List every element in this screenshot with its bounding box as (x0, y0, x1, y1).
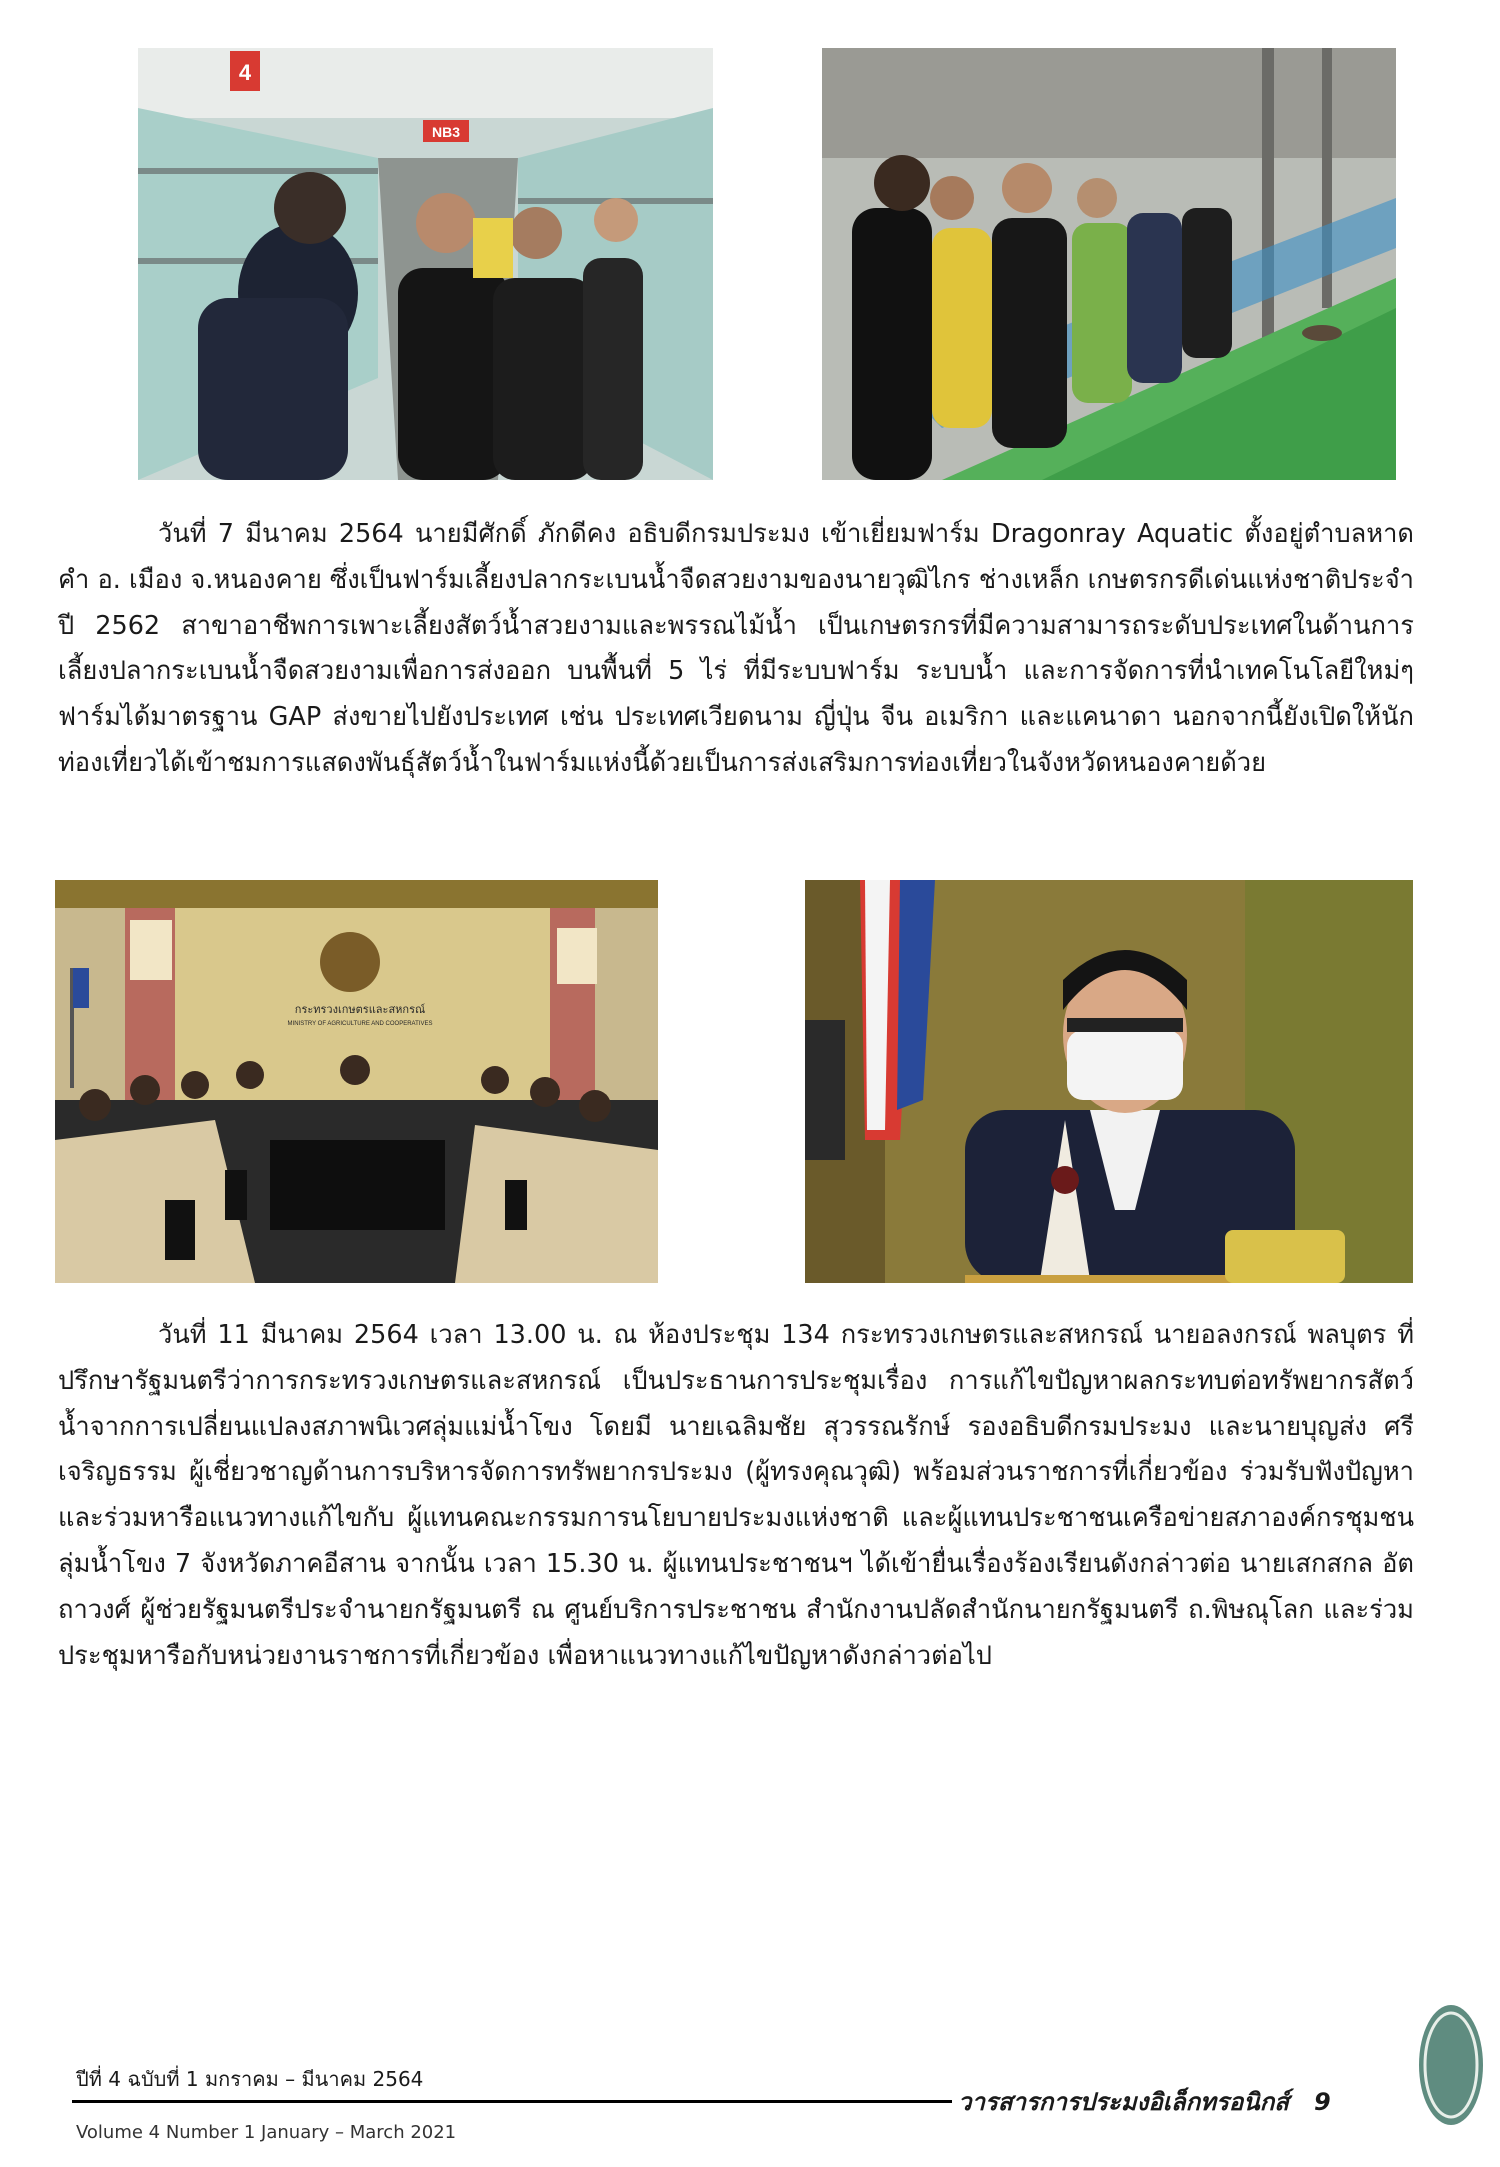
footer-divider (72, 2100, 952, 2103)
ministry-sign-th: กระทรวงเกษตรและสหกรณ์ (294, 1003, 426, 1016)
photo-aquarium-aisle (138, 48, 713, 480)
aisle-sign-text: NB3 (431, 124, 461, 140)
page-number: 9 (1313, 2088, 1331, 2116)
photo-stingray-ponds (822, 48, 1396, 480)
tank-number-text: 4 (238, 60, 252, 85)
article-paragraph-farm-visit: วันที่ 7 มีนาคม 2564 นายมีศักดิ์ ภักดีคง อธิบดีกรมประมง เข้าเยี่ยมฟาร์ม Dragonray Aquatic ตั้งอยู่ตำบลหาดคำ อ. เมือง จ.หนองคาย ซึ่งเป็นฟาร์มเลี้ยงปลากระเบนน้ำจืดสวยงามของนายวุฒิไกร ช่างเหล็ก เกษตรกรดีเด่นแห่งชาติประจำปี 2562 สาขาอาชีพการเพาะเลี้ยงสัตว์น้ำสวยงามและพรรณไม้น้ำ เป็นเกษตรกรที่มีความสามารถระดับประเทศในด้านการเลี้ยงปลากระเบนน้ำจืดสวยงามเพื่อการส่งออก บนพื้นที่ 5 ไร่ ที่มีระบบฟาร์ม ระบบน้ำ และการจัดการที่นำเทคโนโลยีใหม่ๆ ฟาร์มได้มาตรฐาน GAP ส่งขายไปยังประเทศ เช่น ประเทศเวียดนาม ญี่ปุ่น จีน อเมริกา และแคนาดา นอกจากนี้ยังเปิดให้นักท่องเที่ยวได้เข้าชมการแสดงพันธุ์สัตว์น้ำในฟาร์มแห่งนี้ด้วยเป็นการส่งเสริมการท่องเที่ยวในจังหวัดหนองคายด้วย (58, 519, 1414, 778)
footer-journal (958, 2082, 1331, 2121)
journal-title: วารสารการประมงอิเล็กทรอนิกส์ (958, 2088, 1289, 2116)
page-emblem-icon (1418, 2004, 1484, 2126)
article-paragraph-meeting: วันที่ 11 มีนาคม 2564 เวลา 13.00 น. ณ ห้องประชุม 134 กระทรวงเกษตรและสหกรณ์ นายอลงกรณ์ พลบุตร ที่ปรึกษารัฐมนตรีว่าการกระทรวงเกษตรและสหกรณ์ เป็นประธานการประชุมเรื่อง การแก้ไขปัญหาผลกระทบต่อทรัพยากรสัตว์น้ำจากการเปลี่ยนแปลงสภาพนิเวศลุ่มแม่น้ำโขง โดยมี นายเฉลิมชัย สุวรรณรักษ์ รองอธิบดีกรมประมง และนายบุญส่ง ศรีเจริญธรรม ผู้เชี่ยวชาญด้านการบริหารจัดการทรัพยากรประมง (ผู้ทรงคุณวุฒิ) พร้อมส่วนราชการที่เกี่ยวข้อง ร่วมรับฟังปัญหาและร่วมหารือแนวทางแก้ไขกับ ผู้แทนคณะกรรมการนโยบายประมงแห่งชาติ และผู้แทนประชาชนเครือข่ายสภาองค์กรชุมชนลุ่มน้ำโขง 7 จังหวัดภาคอีสาน จากนั้น เวลา 15.30 น. ผู้แทนประชาชนฯ ได้เข้ายื่นเรื่องร้องเรียนดังกล่าวต่อ นายเสกสกล อัตถาวงศ์ ผู้ช่วยรัฐมนตรีประจำนายกรัฐมนตรี ณ ศูนย์บริการประชาชน สำนักงานปลัดสำนักนายกรัฐมนตรี ถ.พิษณุโลก และร่วมประชุมหารือกับหน่วยงานราชการที่เกี่ยวข้อง เพื่อหาแนวทางแก้ไขปัญหาดังกล่าวต่อไป (58, 1320, 1414, 1671)
photo-meeting-room (55, 880, 658, 1283)
footer-issue-th: ปีที่ 4 ฉบับที่ 1 มกราคม – มีนาคม 2564 (76, 2067, 424, 2091)
ministry-sign-en: MINISTRY OF AGRICULTURE AND COOPERATIVES (287, 1021, 433, 1027)
photo-chairman-portrait (805, 880, 1413, 1283)
footer-issue-en: Volume 4 Number 1 January – March 2021 (76, 2122, 457, 2143)
